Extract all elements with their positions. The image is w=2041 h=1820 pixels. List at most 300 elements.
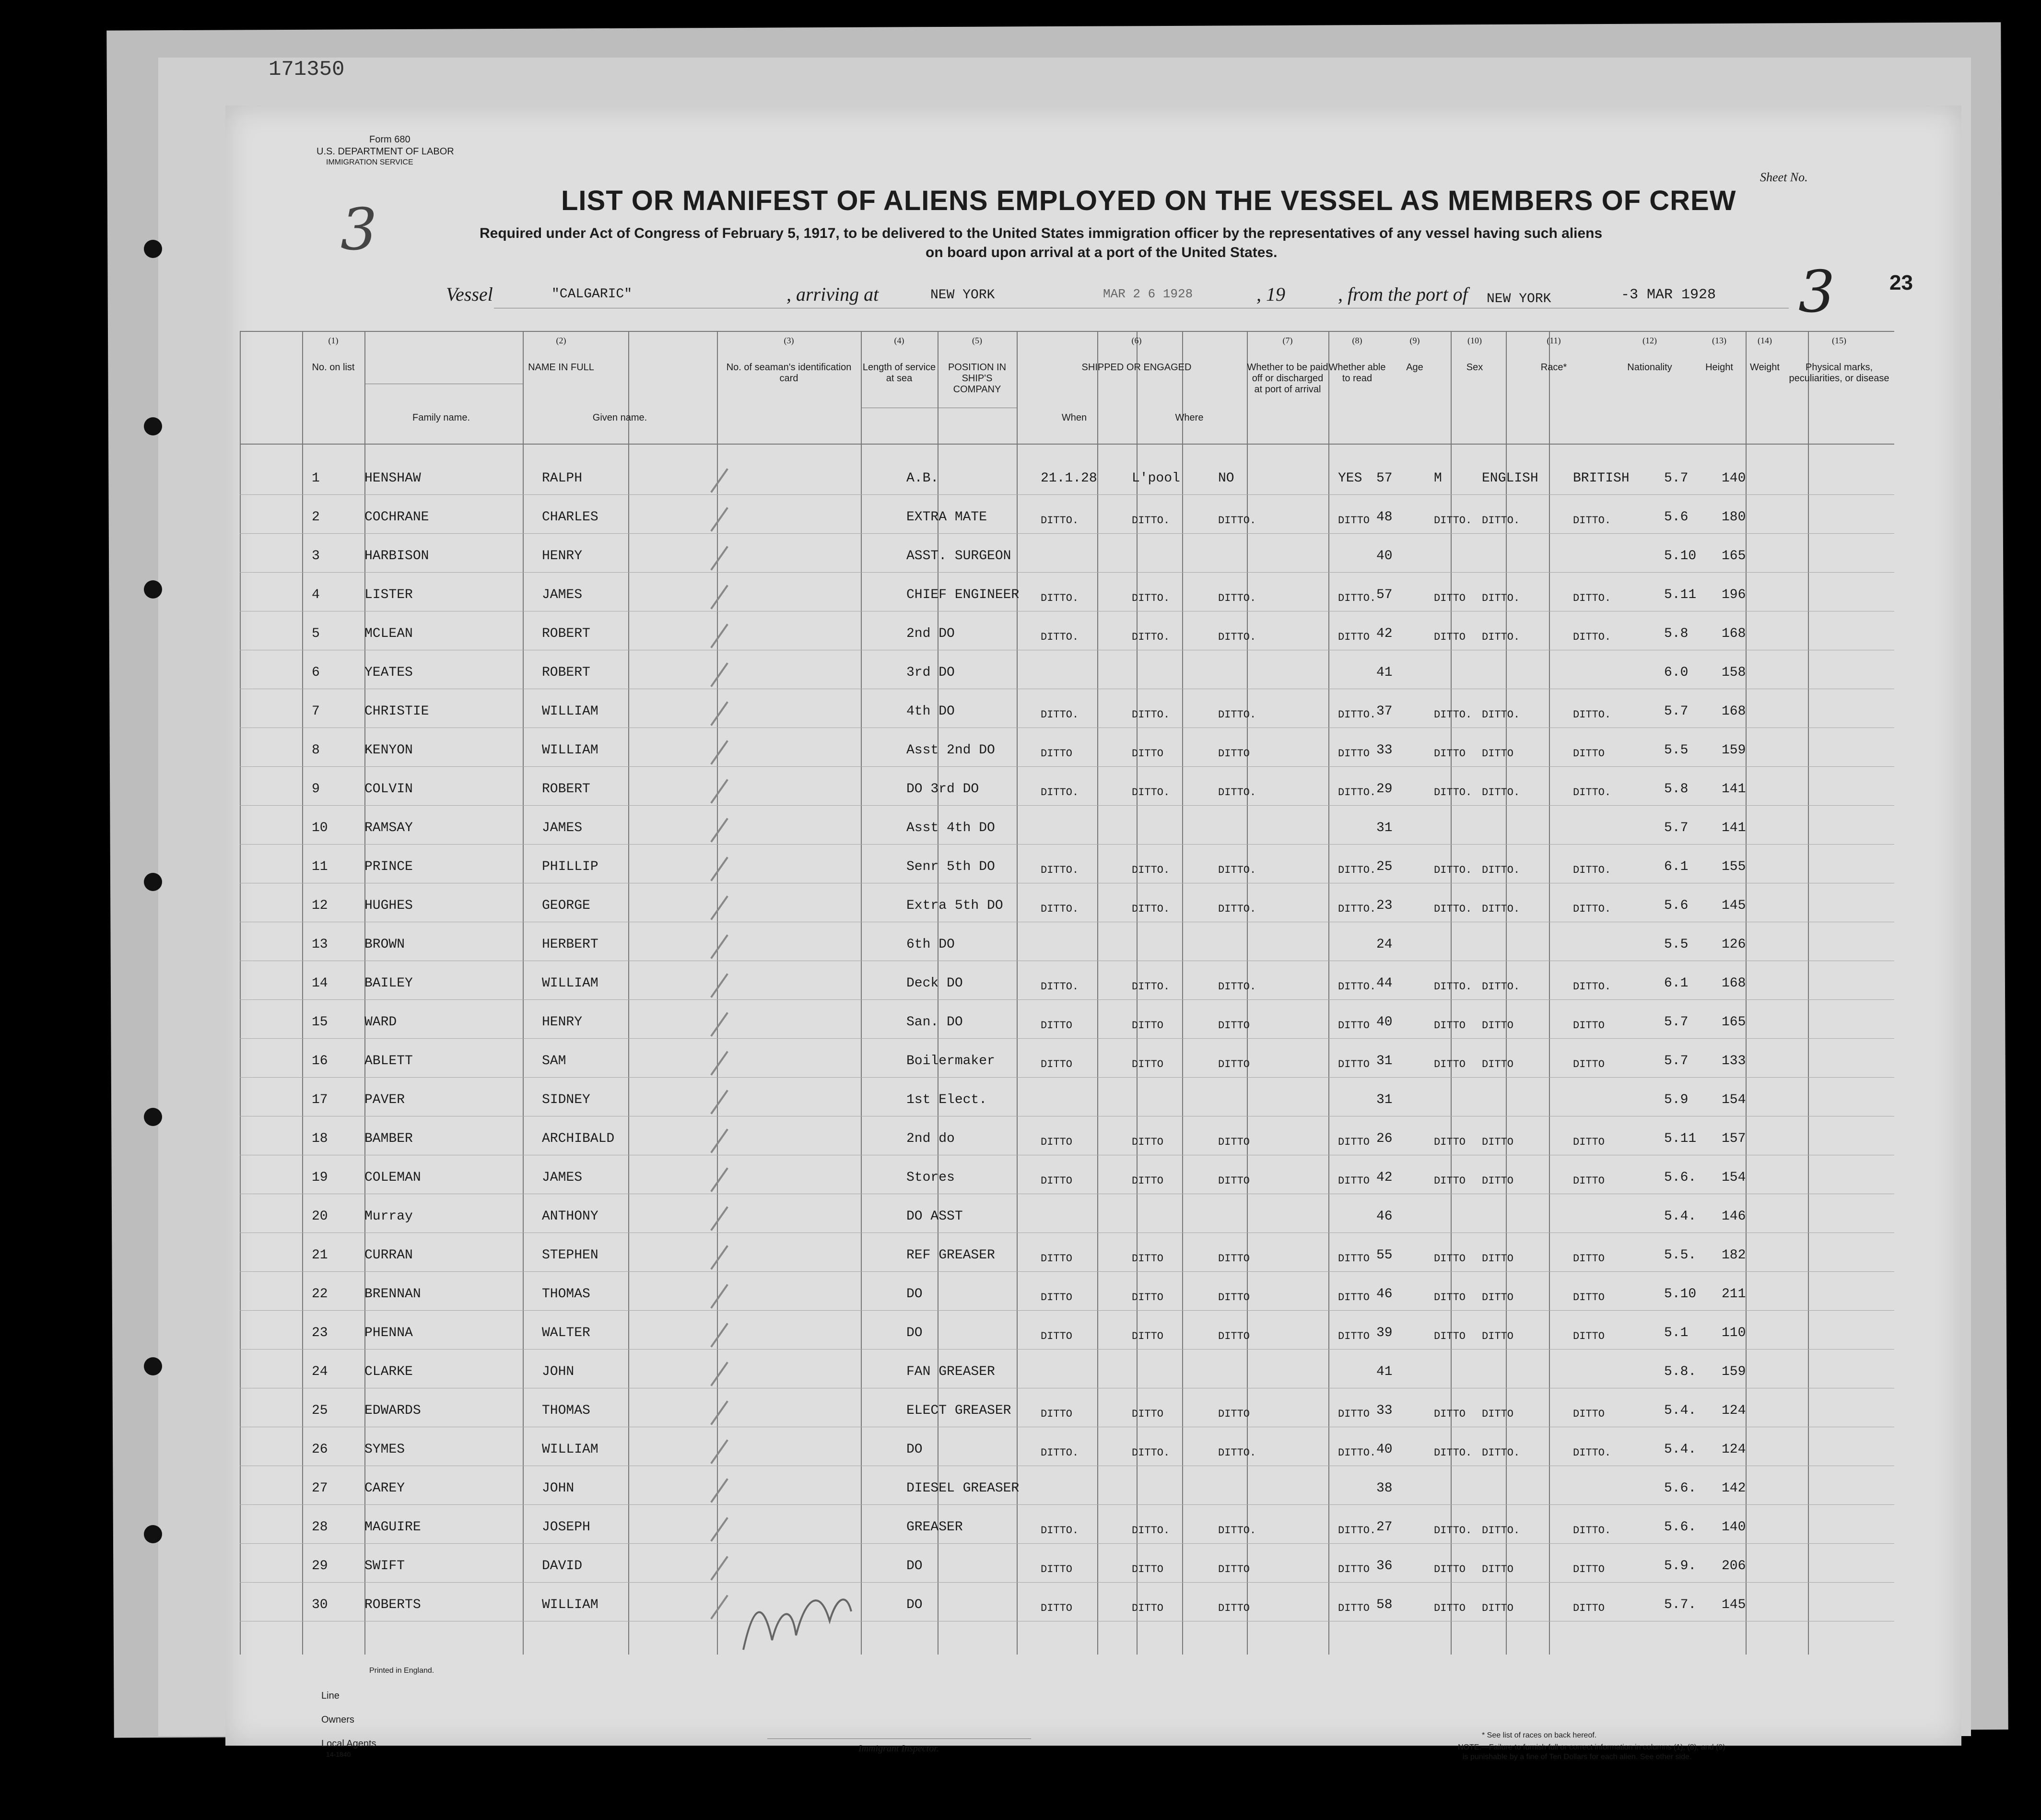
age: 41 — [1376, 665, 1393, 680]
row-rule — [240, 1349, 1894, 1350]
position: Asst 4th DO — [906, 821, 995, 835]
position: FAN GREASER — [906, 1364, 995, 1379]
height: 5.7 — [1664, 1054, 1689, 1069]
nationality: DITTO. — [1573, 1525, 1611, 1537]
weight: 168 — [1722, 626, 1746, 641]
column-divider — [1182, 331, 1183, 1655]
paid-off: DITTO. — [1218, 515, 1256, 527]
paid-off: DITTO. — [1218, 787, 1256, 798]
paid-off: DITTO — [1218, 1253, 1250, 1265]
shipped-where: DITTO — [1132, 1292, 1164, 1303]
binder-hole — [144, 1108, 162, 1126]
paid-off: DITTO — [1218, 1136, 1250, 1148]
able-to-read: DITTO — [1338, 1058, 1370, 1070]
position: A.B. — [906, 471, 939, 486]
handwritten-number: 3 — [1798, 259, 1835, 326]
position: 1st Elect. — [906, 1092, 987, 1107]
age: 31 — [1376, 1054, 1393, 1069]
weight: 124 — [1722, 1442, 1746, 1457]
column-divider — [1808, 331, 1809, 1655]
shipped-where: DITTO. — [1132, 903, 1170, 915]
row-rule — [240, 1504, 1894, 1505]
height: 5.10 — [1664, 549, 1697, 564]
family-name: PAVER — [364, 1092, 405, 1107]
column-divider — [240, 331, 241, 1655]
age: 40 — [1376, 1015, 1393, 1030]
row-rule — [240, 1310, 1894, 1311]
height: 5.4. — [1664, 1442, 1697, 1457]
checkmark — [710, 779, 728, 803]
sex: DITTO — [1434, 1175, 1466, 1187]
shipped-when: DITTO — [1041, 1058, 1073, 1070]
race: DITTO — [1482, 1330, 1514, 1342]
weight-column-header: Weight — [1750, 362, 1780, 373]
shipped-where: DITTO. — [1132, 592, 1170, 604]
position: DO — [906, 1326, 923, 1340]
family-name: ROBERTS — [364, 1597, 421, 1612]
age-column-header-number: (9) — [1409, 336, 1420, 345]
height: 5.5 — [1664, 743, 1689, 758]
given-name: DAVID — [542, 1559, 583, 1573]
sex: DITTO — [1434, 1563, 1466, 1575]
family-name: MAGUIRE — [364, 1520, 421, 1535]
row-number: 24 — [312, 1364, 328, 1379]
able-to-read: DITTO — [1338, 515, 1370, 527]
sex: DITTO — [1434, 1058, 1466, 1070]
weight: 154 — [1722, 1092, 1746, 1107]
row-rule — [240, 766, 1894, 767]
weight: 180 — [1722, 510, 1746, 525]
nationality: DITTO. — [1573, 592, 1611, 604]
column-divider — [302, 331, 303, 1655]
height: 6.1 — [1664, 976, 1689, 991]
paid-off-column-header-number: (7) — [1282, 336, 1293, 345]
able-to-read: DITTO — [1338, 1602, 1370, 1614]
height: 5.7 — [1664, 471, 1689, 486]
column-divider — [1549, 331, 1550, 1655]
row-number: 16 — [312, 1054, 328, 1069]
row-number: 23 — [312, 1326, 328, 1340]
position: GREASER — [906, 1520, 963, 1535]
position: Deck DO — [906, 976, 963, 991]
nationality: DITTO. — [1573, 981, 1611, 993]
weight: 159 — [1722, 1364, 1746, 1379]
row-rule — [240, 1543, 1894, 1544]
weight: 145 — [1722, 898, 1746, 913]
given-name: JAMES — [542, 1170, 583, 1185]
sex: M — [1434, 471, 1442, 486]
vessel-name: "CALGARIC" — [551, 287, 633, 302]
race-column-header: Race* — [1540, 362, 1567, 373]
shipped-where: DITTO. — [1132, 981, 1170, 993]
signature-scribble — [734, 1568, 858, 1664]
nationality-column-header-number: (12) — [1642, 336, 1657, 345]
able-to-read: DITTO. — [1338, 864, 1376, 876]
race: DITTO — [1482, 1175, 1514, 1187]
age: 40 — [1376, 1442, 1393, 1457]
nationality: DITTO. — [1573, 787, 1611, 798]
weight: 168 — [1722, 976, 1746, 991]
row-number: 17 — [312, 1092, 328, 1107]
row-number: 30 — [312, 1597, 328, 1612]
row-number: 10 — [312, 821, 328, 835]
position: Asst 2nd DO — [906, 743, 995, 758]
family-name: KENYON — [364, 743, 413, 758]
race: DITTO — [1482, 1253, 1514, 1265]
age: 25 — [1376, 859, 1393, 874]
sex: DITTO. — [1434, 1525, 1472, 1537]
races-note: * See list of races on back hereof. — [1482, 1731, 1597, 1739]
age: 27 — [1376, 1520, 1393, 1535]
family-name: SYMES — [364, 1442, 405, 1457]
sex-column-header: Sex — [1466, 362, 1483, 373]
race: DITTO — [1482, 1058, 1514, 1070]
date-stamp: -3 MAR 1928 — [1621, 287, 1716, 303]
paid-off: DITTO — [1218, 1058, 1250, 1070]
shipped-when: DITTO — [1041, 1136, 1073, 1148]
family-name: COLEMAN — [364, 1170, 421, 1185]
seaman-card-column-header: No. of seaman's identification card — [726, 362, 852, 384]
row-number: 3 — [312, 549, 320, 564]
row-number: 1 — [312, 471, 320, 486]
position: Stores — [906, 1170, 955, 1185]
read-column-header-number: (8) — [1352, 336, 1362, 345]
shipped-where: DITTO. — [1132, 631, 1170, 643]
family-name: WARD — [364, 1015, 397, 1030]
nationality: DITTO — [1573, 1602, 1605, 1614]
arriving-label: , arriving at — [786, 283, 879, 305]
able-to-read: DITTO. — [1338, 903, 1376, 915]
paid-off: DITTO. — [1218, 864, 1256, 876]
race: DITTO — [1482, 1292, 1514, 1303]
position-column-header: POSITION IN SHIP'S COMPANY — [948, 362, 1007, 395]
table-top-rule — [240, 331, 1894, 332]
position: San. DO — [906, 1015, 963, 1030]
weight: 110 — [1722, 1326, 1746, 1340]
given-name: JOHN — [542, 1481, 575, 1496]
row-rule — [240, 533, 1894, 534]
family-name: MCLEAN — [364, 626, 413, 641]
race: DITTO. — [1482, 981, 1520, 993]
race: DITTO — [1482, 1020, 1514, 1032]
checkmark — [710, 1128, 728, 1153]
given-name: JAMES — [542, 821, 583, 835]
paid-off: NO — [1218, 471, 1234, 486]
row-number: 4 — [312, 587, 320, 602]
position: 3rd DO — [906, 665, 955, 680]
height: 6.0 — [1664, 665, 1689, 680]
given-name: HERBERT — [542, 937, 598, 952]
height: 5.7. — [1664, 1597, 1697, 1612]
shipped-when: DITTO. — [1041, 903, 1079, 915]
paid-off: DITTO — [1218, 1602, 1250, 1614]
row-number: 22 — [312, 1287, 328, 1302]
checkmark — [710, 895, 728, 920]
arriving-port: NEW YORK — [930, 288, 995, 303]
checkmark — [710, 468, 728, 493]
shipped-when: DITTO. — [1041, 515, 1079, 527]
family-name: BAMBER — [364, 1131, 413, 1146]
position: EXTRA MATE — [906, 510, 987, 525]
height: 5.8 — [1664, 626, 1689, 641]
race: DITTO — [1482, 1136, 1514, 1148]
weight: 165 — [1722, 549, 1746, 564]
checkmark — [710, 1051, 728, 1075]
given-name: ARCHIBALD — [542, 1131, 615, 1146]
shipped-where: DITTO. — [1132, 1525, 1170, 1537]
able-to-read: YES — [1338, 471, 1362, 486]
position: DIESEL GREASER — [906, 1481, 1020, 1496]
checkmark — [710, 973, 728, 998]
shipped-where: DITTO. — [1132, 1447, 1170, 1459]
given-name: SIDNEY — [542, 1092, 590, 1107]
penalty-note-2: is punishable by a fine of Ten Dollars for each alien. See other side. — [1463, 1753, 1692, 1761]
column-divider — [523, 331, 524, 1655]
weight: 211 — [1722, 1287, 1746, 1302]
form-code: 14-1840 — [326, 1750, 351, 1758]
shipped-where: DITTO — [1132, 748, 1164, 760]
height: 5.11 — [1664, 587, 1697, 602]
family-name: BRENNAN — [364, 1287, 421, 1302]
penalty-note-1: NOTE.—Failure to furnish full or correct information in columns (1), (8), and (9) — [1458, 1743, 1725, 1751]
row-number: 6 — [312, 665, 320, 680]
checkmark — [710, 507, 728, 531]
checkmark — [710, 1323, 728, 1347]
age: 58 — [1376, 1597, 1393, 1612]
row-number: 18 — [312, 1131, 328, 1146]
position: DO 3rd DO — [906, 782, 979, 797]
position: 6th DO — [906, 937, 955, 952]
height: 5.5 — [1664, 937, 1689, 952]
nationality: DITTO. — [1573, 864, 1611, 876]
column-divider — [628, 331, 629, 1655]
weight: 165 — [1722, 1015, 1746, 1030]
shipped-when: DITTO. — [1041, 1447, 1079, 1459]
race: DITTO. — [1482, 787, 1520, 798]
able-to-read: DITTO — [1338, 1253, 1370, 1265]
arrival-stamp: MAR 2 6 1928 — [1103, 287, 1193, 301]
paid-off: DITTO — [1218, 1175, 1250, 1187]
height: 5.10 — [1664, 1287, 1697, 1302]
nationality: DITTO — [1573, 1253, 1605, 1265]
shipped-when: DITTO — [1041, 1253, 1073, 1265]
height: 5.6 — [1664, 898, 1689, 913]
shipped-when: DITTO — [1041, 1408, 1073, 1420]
position: DO — [906, 1559, 923, 1573]
weight: 140 — [1722, 1520, 1746, 1535]
race-column-header-number: (11) — [1547, 336, 1561, 345]
paid-off: DITTO. — [1218, 903, 1256, 915]
checkmark — [710, 818, 728, 842]
height: 5.4. — [1664, 1403, 1697, 1418]
inspector-signature-line — [767, 1738, 1031, 1739]
row-rule — [240, 1077, 1894, 1078]
family-name: YEATES — [364, 665, 413, 680]
position: DO — [906, 1287, 923, 1302]
race: DITTO — [1482, 1563, 1514, 1575]
checkmark — [710, 1556, 728, 1580]
able-to-read: DITTO. — [1338, 709, 1376, 721]
shipped-when: DITTO — [1041, 748, 1073, 760]
row-number: 2 — [312, 510, 320, 525]
line-label: Line — [321, 1691, 340, 1701]
checkmark — [710, 1478, 728, 1503]
row-number: 26 — [312, 1442, 328, 1457]
position: REF GREASER — [906, 1248, 995, 1263]
family-name: PRINCE — [364, 859, 413, 874]
age: 57 — [1376, 471, 1393, 486]
row-number: 25 — [312, 1403, 328, 1418]
shipped-where: DITTO — [1132, 1020, 1164, 1032]
family-name: CURRAN — [364, 1248, 413, 1263]
race: DITTO — [1482, 1408, 1514, 1420]
age: 31 — [1376, 821, 1393, 835]
checkmark — [710, 701, 728, 726]
row-number: 11 — [312, 859, 328, 874]
nationality: DITTO — [1573, 748, 1605, 760]
row-number: 8 — [312, 743, 320, 758]
age: 42 — [1376, 626, 1393, 641]
paid-off: DITTO. — [1218, 1447, 1256, 1459]
sex: DITTO. — [1434, 903, 1472, 915]
year-label: , 19 — [1256, 283, 1285, 305]
weight: 196 — [1722, 587, 1746, 602]
nationality: DITTO — [1573, 1408, 1605, 1420]
column-divider — [1097, 331, 1098, 1655]
weight: 206 — [1722, 1559, 1746, 1573]
able-to-read: DITTO — [1338, 1330, 1370, 1342]
checkmark — [710, 857, 728, 881]
shipped-when: 21.1.28 — [1041, 471, 1097, 486]
position-column-header-number: (5) — [972, 336, 982, 345]
race: DITTO. — [1482, 709, 1520, 721]
able-to-read: DITTO — [1338, 1175, 1370, 1187]
position: ELECT GREASER — [906, 1403, 1011, 1418]
paid-off: DITTO — [1218, 1563, 1250, 1575]
table-header-rule — [240, 444, 1894, 445]
column-divider — [1017, 331, 1018, 1655]
age: 41 — [1376, 1364, 1393, 1379]
given-name: WILLIAM — [542, 976, 598, 991]
sex: DITTO — [1434, 1253, 1466, 1265]
nationality: DITTO — [1573, 1058, 1605, 1070]
sex: DITTO — [1434, 1020, 1466, 1032]
shipped-when: DITTO. — [1041, 631, 1079, 643]
row-rule — [240, 572, 1894, 573]
family-name: PHENNA — [364, 1326, 413, 1340]
race: ENGLISH — [1482, 471, 1538, 486]
given-name: ROBERT — [542, 626, 590, 641]
family-name: BROWN — [364, 937, 405, 952]
age: 46 — [1376, 1209, 1393, 1224]
service-label: IMMIGRATION SERVICE — [326, 158, 413, 166]
family-name: ABLETT — [364, 1054, 413, 1069]
nationality: DITTO — [1573, 1292, 1605, 1303]
position: Senr 5th DO — [906, 859, 995, 874]
position: DO — [906, 1597, 923, 1612]
family-name: HUGHES — [364, 898, 413, 913]
subtitle-line-1: Required under Act of Congress of February 5, 1917, to be delivered to the United States immigration officer by the representatives of any vessel having such aliens — [480, 225, 1603, 241]
paid-off: DITTO — [1218, 1292, 1250, 1303]
no-column-header-number: (1) — [328, 336, 339, 345]
height-column-header-number: (13) — [1712, 336, 1726, 345]
family-name: LISTER — [364, 587, 413, 602]
weight: 142 — [1722, 1481, 1746, 1496]
shipped-when: DITTO. — [1041, 981, 1079, 993]
row-number: 27 — [312, 1481, 328, 1496]
weight: 154 — [1722, 1170, 1746, 1185]
height: 6.1 — [1664, 859, 1689, 874]
given-name: WILLIAM — [542, 743, 598, 758]
age: 48 — [1376, 510, 1393, 525]
height: 5.7 — [1664, 821, 1689, 835]
height: 5.7 — [1664, 1015, 1689, 1030]
height: 5.9. — [1664, 1559, 1697, 1573]
paid-off: DITTO. — [1218, 981, 1256, 993]
height: 5.5. — [1664, 1248, 1697, 1263]
binder-hole — [144, 417, 162, 435]
race: DITTO — [1482, 1602, 1514, 1614]
checkmark — [710, 1400, 728, 1425]
paid-off: DITTO — [1218, 1020, 1250, 1032]
weight: 140 — [1722, 471, 1746, 486]
shipped-where: DITTO — [1132, 1602, 1164, 1614]
height: 5.6. — [1664, 1481, 1697, 1496]
position: 2nd do — [906, 1131, 955, 1146]
age-column-header: Age — [1406, 362, 1423, 373]
shipped-where: DITTO. — [1132, 787, 1170, 798]
weight: 158 — [1722, 665, 1746, 680]
age: 39 — [1376, 1326, 1393, 1340]
race: DITTO. — [1482, 631, 1520, 643]
row-rule — [240, 1271, 1894, 1272]
from-port: NEW YORK — [1487, 292, 1551, 306]
checkmark — [710, 1439, 728, 1464]
position: CHIEF ENGINEER — [906, 587, 1020, 602]
age: 55 — [1376, 1248, 1393, 1263]
height: 5.7 — [1664, 704, 1689, 719]
checkmark — [710, 1245, 728, 1269]
height-column-header: Height — [1705, 362, 1733, 373]
sex: DITTO — [1434, 748, 1466, 760]
sheet-number-label: Sheet No. — [1760, 170, 1808, 184]
age: 42 — [1376, 1170, 1393, 1185]
age: 57 — [1376, 587, 1393, 602]
able-to-read: DITTO — [1338, 1136, 1370, 1148]
shipped-where: DITTO — [1132, 1253, 1164, 1265]
sex: DITTO. — [1434, 981, 1472, 993]
weight: 126 — [1722, 937, 1746, 952]
column-divider — [1328, 331, 1329, 1655]
nationality: DITTO. — [1573, 1447, 1611, 1459]
position: DO ASST — [906, 1209, 963, 1224]
age: 29 — [1376, 782, 1393, 797]
able-to-read: DITTO. — [1338, 592, 1376, 604]
sex: DITTO. — [1434, 1447, 1472, 1459]
checkmark — [710, 1167, 728, 1192]
weight: 124 — [1722, 1403, 1746, 1418]
position: 4th DO — [906, 704, 955, 719]
race: DITTO. — [1482, 1447, 1520, 1459]
given-name: CHARLES — [542, 510, 598, 525]
family-name: COLVIN — [364, 782, 413, 797]
paid-off: DITTO. — [1218, 592, 1256, 604]
checkmark — [710, 1206, 728, 1231]
local-agents-label: Local Agents — [321, 1738, 376, 1749]
shipped-where: DITTO — [1132, 1408, 1164, 1420]
paid-off: DITTO. — [1218, 631, 1256, 643]
nationality: DITTO — [1573, 1020, 1605, 1032]
